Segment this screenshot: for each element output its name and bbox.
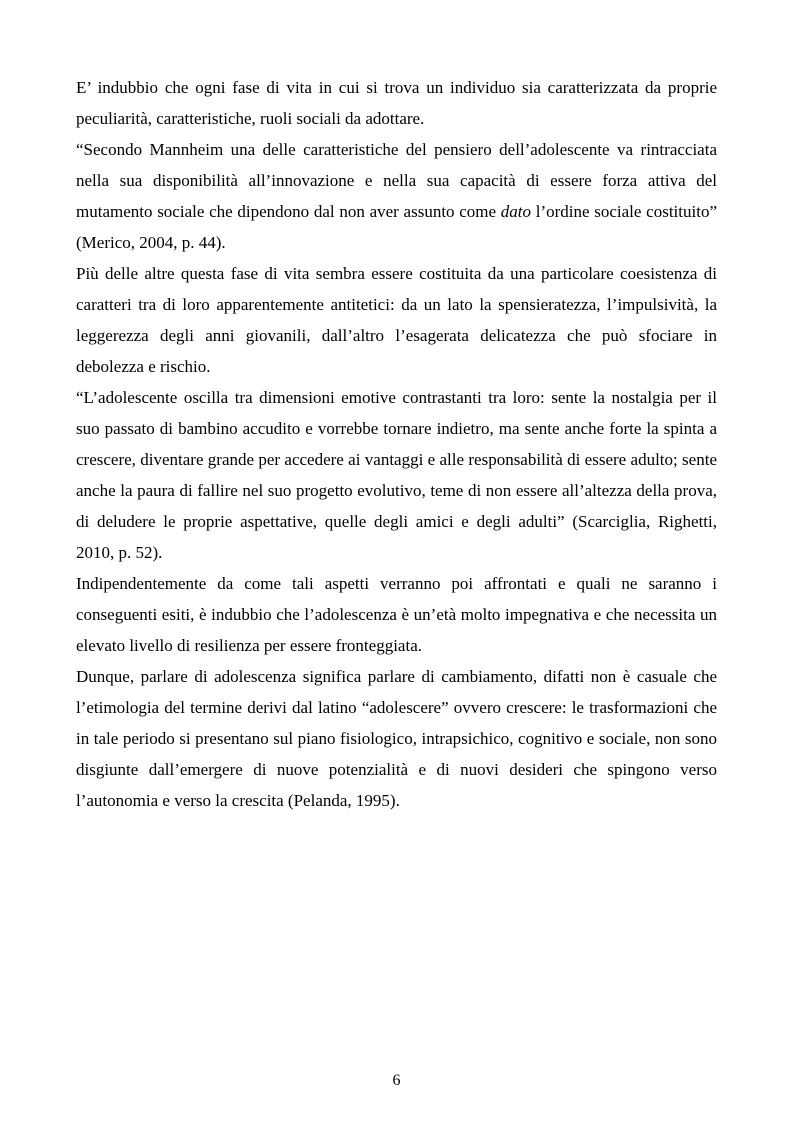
paragraph-adolescent-quote: “L’adolescente oscilla tra dimensioni emotive contrastanti tra loro: sente la nostalgia per il suo passato di bambino accudito e vorrebbe tornare indietro, ma sente anche forte la spinta a crescere, diventare grande per accedere ai vantaggi e alle responsabilità di essere adulto; sente anche la paura di fallire nel suo progetto evolutivo, teme di non essere all’altezza della prova, di deludere le proprie aspettative, quelle degli amici e degli adulti” (Scarciglia, Righetti, 2010, p. 52).	[76, 388, 717, 562]
quote-text-before: “Secondo Mannheim una delle caratteristiche del pensiero dell’adolescente va rintracciata nella sua disponibilità all’innovazione e nella sua capacità di essere forza attiva del mutamento sociale che dipendono dal non aver assunto come	[76, 140, 717, 221]
paragraph-antithetic-traits: Più delle altre questa fase di vita sembra essere costituita da una particolare coesistenza di caratteri tra di loro apparentemente antitetici: da un lato la spensieratezza, l’impulsività, la leggerezza degli anni giovanili, dall’altro l’esagerata delicatezza che può sfociare in debolezza e rischio.	[76, 264, 717, 376]
paragraph-mannheim-quote	[76, 134, 717, 258]
paragraph-resilience: Indipendentemente da come tali aspetti verranno poi affrontati e quali ne saranno i conseguenti esiti, è indubbio che l’adolescenza è un’età molto impegnativa e che necessita un elevato livello di resilienza per essere fronteggiata.	[76, 574, 717, 655]
paragraph-change: Dunque, parlare di adolescenza significa parlare di cambiamento, difatti non è casuale che l’etimologia del termine derivi dal latino “adolescere” ovvero crescere: le trasformazioni che in tale periodo si presentano sul piano fisiologico, intrapsichico, cognitivo e sociale, non sono disgiunte dall’emergere di nuove potenzialità e di nuovi desideri che spingono verso l’autonomia e verso la crescita (Pelanda, 1995).	[76, 667, 717, 810]
quote-text-after: l’ordine sociale costituito” (Merico, 2004, p. 44).	[76, 202, 717, 252]
paragraph-intro: E’ indubbio che ogni fase di vita in cui si trova un individuo sia caratterizzata da proprie peculiarità, caratteristiche, ruoli sociali da adottare.	[76, 78, 717, 128]
page-number: 6	[392, 1072, 401, 1089]
emphasized-word: dato	[500, 202, 532, 221]
body-text	[76, 72, 717, 816]
